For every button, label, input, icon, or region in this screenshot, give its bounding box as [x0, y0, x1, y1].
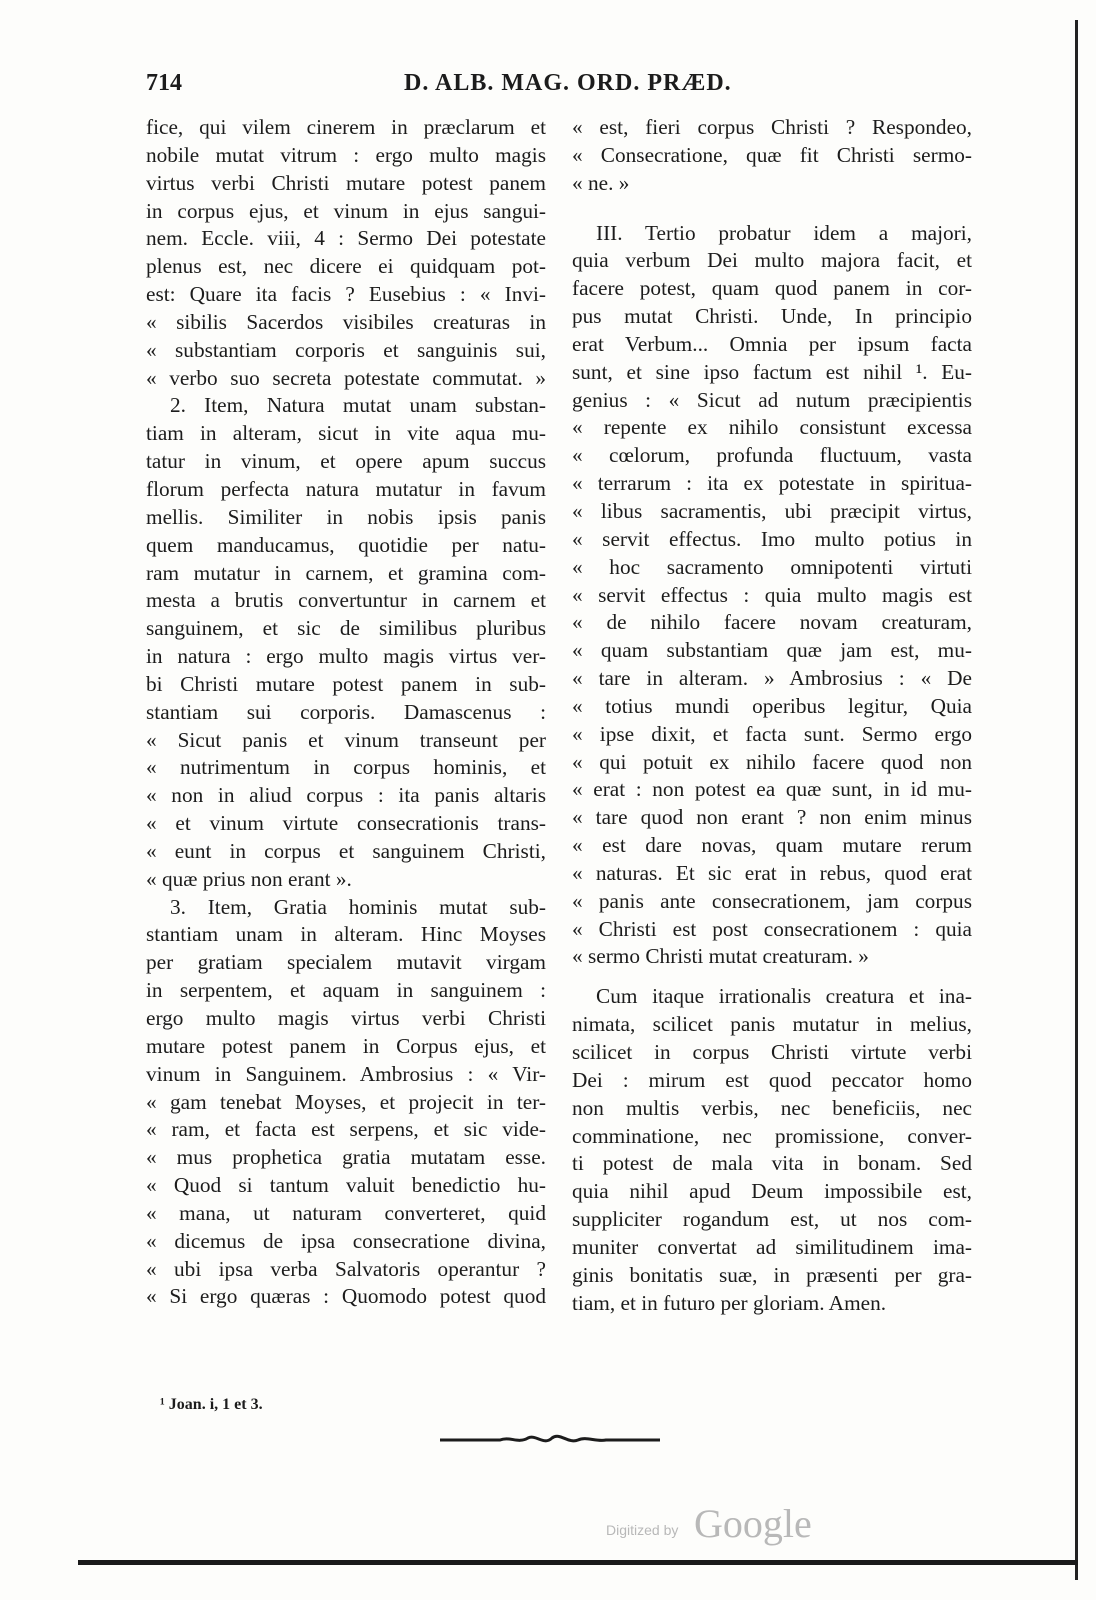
text-line: erat Verbum... Omnia per ipsum facta [572, 331, 972, 356]
text-line: « Quod si tantum valuit benedictio hu- [146, 1173, 546, 1198]
text-line: « ne. » [572, 170, 630, 195]
watermark-prefix: Digitized by [606, 1522, 679, 1538]
text-line: « quæ prius non erant ». [146, 866, 352, 891]
text-line: stantiam sui corporis. Damascenus : [146, 699, 546, 724]
text-line: mutare potest panem in Corpus ejus, et [146, 1033, 546, 1058]
text-line: « qui potuit ex nihilo facere quod non [572, 749, 972, 774]
text-line: mellis. Similiter in nobis ipsis panis [146, 504, 546, 529]
text-line: quia verbum Dei multo majora facit, et [572, 248, 972, 273]
watermark-logo: Google [694, 1501, 812, 1546]
page-number: 714 [146, 70, 182, 96]
right-paragraph-3 [572, 983, 972, 1317]
right-column [572, 114, 972, 1317]
footnote: ¹ Joan. i, 1 et 3. [160, 1396, 263, 1413]
text-line: nem. Eccle. viii, 4 : Sermo Dei potestate [146, 226, 546, 251]
text-line: « substantiam corporis et sanguinis sui, [146, 337, 546, 362]
text-line: vinum in Sanguinem. Ambrosius : « Vir- [146, 1061, 546, 1086]
text-line: « quam substantiam quæ jam est, mu- [572, 638, 972, 663]
text-line: « ubi ipsa verba Salvatoris operantur ? [146, 1256, 546, 1281]
bottom-rule [78, 1560, 1078, 1565]
text-line: quem manducamus, quotidie per natu- [146, 532, 546, 557]
text-line: sunt, et sine ipso factum est nihil ¹. Eu- [572, 359, 972, 384]
text-line: « et vinum virtute consecrationis trans- [146, 811, 546, 836]
text-line: « repente ex nihilo consistunt excessa [572, 415, 972, 440]
text-line: 2. Item, Natura mutat unam substan- [170, 393, 546, 418]
text-line: facere potest, quam quod panem in cor- [572, 276, 972, 301]
right-paragraph-1 [572, 114, 972, 198]
text-line: quia nihil apud Deum impossibile est, [572, 1179, 972, 1204]
text-line: « nutrimentum in corpus hominis, et [146, 755, 546, 780]
text-line: « Christi est post consecrationem : quia [572, 916, 972, 941]
text-line: « Si ergo quæras : Quomodo potest quod [146, 1284, 546, 1309]
text-line: « cœlorum, profunda fluctuum, vasta [572, 443, 972, 468]
text-line: muniter convertat ad similitudinem ima- [572, 1234, 972, 1259]
text-line: in natura : ergo multo magis virtus ver- [146, 644, 546, 669]
text-line: tatur in vinum, et opere apum succus [146, 449, 546, 474]
text-line: 3. Item, Gratia hominis mutat sub- [170, 894, 546, 919]
text-line: genius : « Sicut ad nutum præcipientis [572, 387, 972, 412]
text-line: nobile mutat vitrum : ergo multo magis [146, 142, 546, 167]
text-line: « non in aliud corpus : ita panis altaris [146, 783, 546, 808]
text-line: « terrarum : ita ex potestate in spiritua- [572, 471, 972, 496]
text-line: « ipse dixit, et facta sunt. Sermo ergo [572, 721, 972, 746]
text-line: sanguinem, et sic de similibus pluribus [146, 616, 546, 641]
text-line: ti potest de mala vita in bonam. Sed [572, 1151, 972, 1176]
text-line: « totius mundi operibus legitur, Quia [572, 693, 972, 718]
text-line: « est dare novas, quam mutare rerum [572, 833, 972, 858]
text-line: florum perfecta natura mutatur in favum [146, 476, 546, 501]
text-line: « tare quod non erant ? non enim minus [572, 805, 972, 830]
text-line: per gratiam specialem mutavit virgam [146, 950, 546, 975]
text-line: ginis bonitatis suæ, in præsenti per gra- [572, 1262, 972, 1287]
text-line: III. Tertio probatur idem a majori, [596, 220, 972, 245]
text-line: « Sicut panis et vinum transeunt per [146, 727, 546, 752]
text-line: « naturas. Et sic erat in rebus, quod erat [572, 860, 972, 885]
text-line: « mana, ut naturam converteret, quid [146, 1200, 546, 1225]
page-header [146, 70, 946, 110]
text-line: « hoc sacramento omnipotenti virtuti [572, 554, 972, 579]
binding-edge [1075, 20, 1078, 1580]
text-line: non multis verbis, nec beneficiis, nec [572, 1095, 972, 1120]
text-line: « verbo suo secreta potestate commutat. » [146, 365, 546, 390]
text-line: plenus est, nec dicere ei quidquam pot- [146, 254, 546, 279]
text-line: est: Quare ita facis ? Eusebius : « Invi- [146, 282, 546, 307]
text-line: « est, fieri corpus Christi ? Respondeo, [572, 115, 972, 139]
text-line: « ram, et facta est serpens, et sic vide- [146, 1117, 546, 1142]
left-column [146, 114, 546, 1311]
text-line: « tare in alteram. » Ambrosius : « De [572, 666, 972, 691]
text-line: stantiam unam in alteram. Hinc Moyses [146, 922, 546, 947]
text-line: comminatione, nec promissione, conver- [572, 1123, 972, 1148]
text-line: suppliciter rogandum est, ut nos com- [572, 1207, 972, 1232]
text-line: nimata, scilicet panis mutatur in melius, [572, 1012, 972, 1037]
text-line: fice, qui vilem cinerem in præclarum et [146, 115, 546, 139]
text-line: « erat : non potest ea quæ sunt, in id mu- [572, 777, 972, 802]
text-line: « dicemus de ipsa consecratione divina, [146, 1228, 546, 1253]
text-line: scilicet in corpus Christi virtute verbi [572, 1040, 972, 1064]
text-line: ram mutatur in carnem, et gramina com- [146, 560, 546, 585]
text-line: in corpus ejus, et vinum in ejus sangui- [146, 198, 546, 223]
text-line: in serpentem, et aquam in sanguinem : [146, 978, 546, 1003]
text-line: « sermo Christi mutat creaturam. » [572, 944, 869, 969]
running-head: D. ALB. MAG. ORD. PRÆD. [404, 70, 732, 96]
text-line: tiam in alteram, sicut in vite aqua mu- [146, 421, 546, 446]
text-line: Cum itaque irrationalis creatura et ina- [596, 984, 972, 1009]
text-line: « panis ante consecrationem, jam corpus [572, 888, 972, 913]
ornament-divider [440, 1428, 660, 1452]
text-line: pus mutat Christi. Unde, In principio [572, 304, 972, 329]
text-line: « de nihilo facere novam creaturam, [572, 610, 972, 635]
text-line: ergo multo magis virtus verbi Christi [146, 1006, 546, 1030]
text-line: bi Christi mutare potest panem in sub- [146, 671, 546, 696]
text-line: « eunt in corpus et sanguinem Christi, [146, 838, 546, 863]
text-line: « gam tenebat Moyses, et projecit in ter- [146, 1089, 546, 1114]
text-line: « mus prophetica gratia mutatam esse. [146, 1145, 546, 1170]
text-line: « sibilis Sacerdos visibiles creaturas in [146, 309, 546, 334]
text-line: « Consecratione, quæ fit Christi sermo- [572, 142, 972, 167]
text-line: « servit effectus : quia multo magis est [572, 582, 972, 607]
text-line: Dei : mirum est quod peccator homo [572, 1067, 972, 1092]
text-line: mesta a brutis convertuntur in carnem et [146, 588, 546, 613]
text-line: virtus verbi Christi mutare potest panem [146, 170, 546, 195]
text-line: « servit effectus. Imo multo potius in [572, 526, 972, 551]
right-paragraph-2 [572, 220, 972, 972]
watermark [606, 1500, 826, 1550]
text-line: « libus sacramentis, ubi præcipit virtus, [572, 498, 972, 523]
text-line: tiam, et in futuro per gloriam. Amen. [572, 1290, 887, 1315]
